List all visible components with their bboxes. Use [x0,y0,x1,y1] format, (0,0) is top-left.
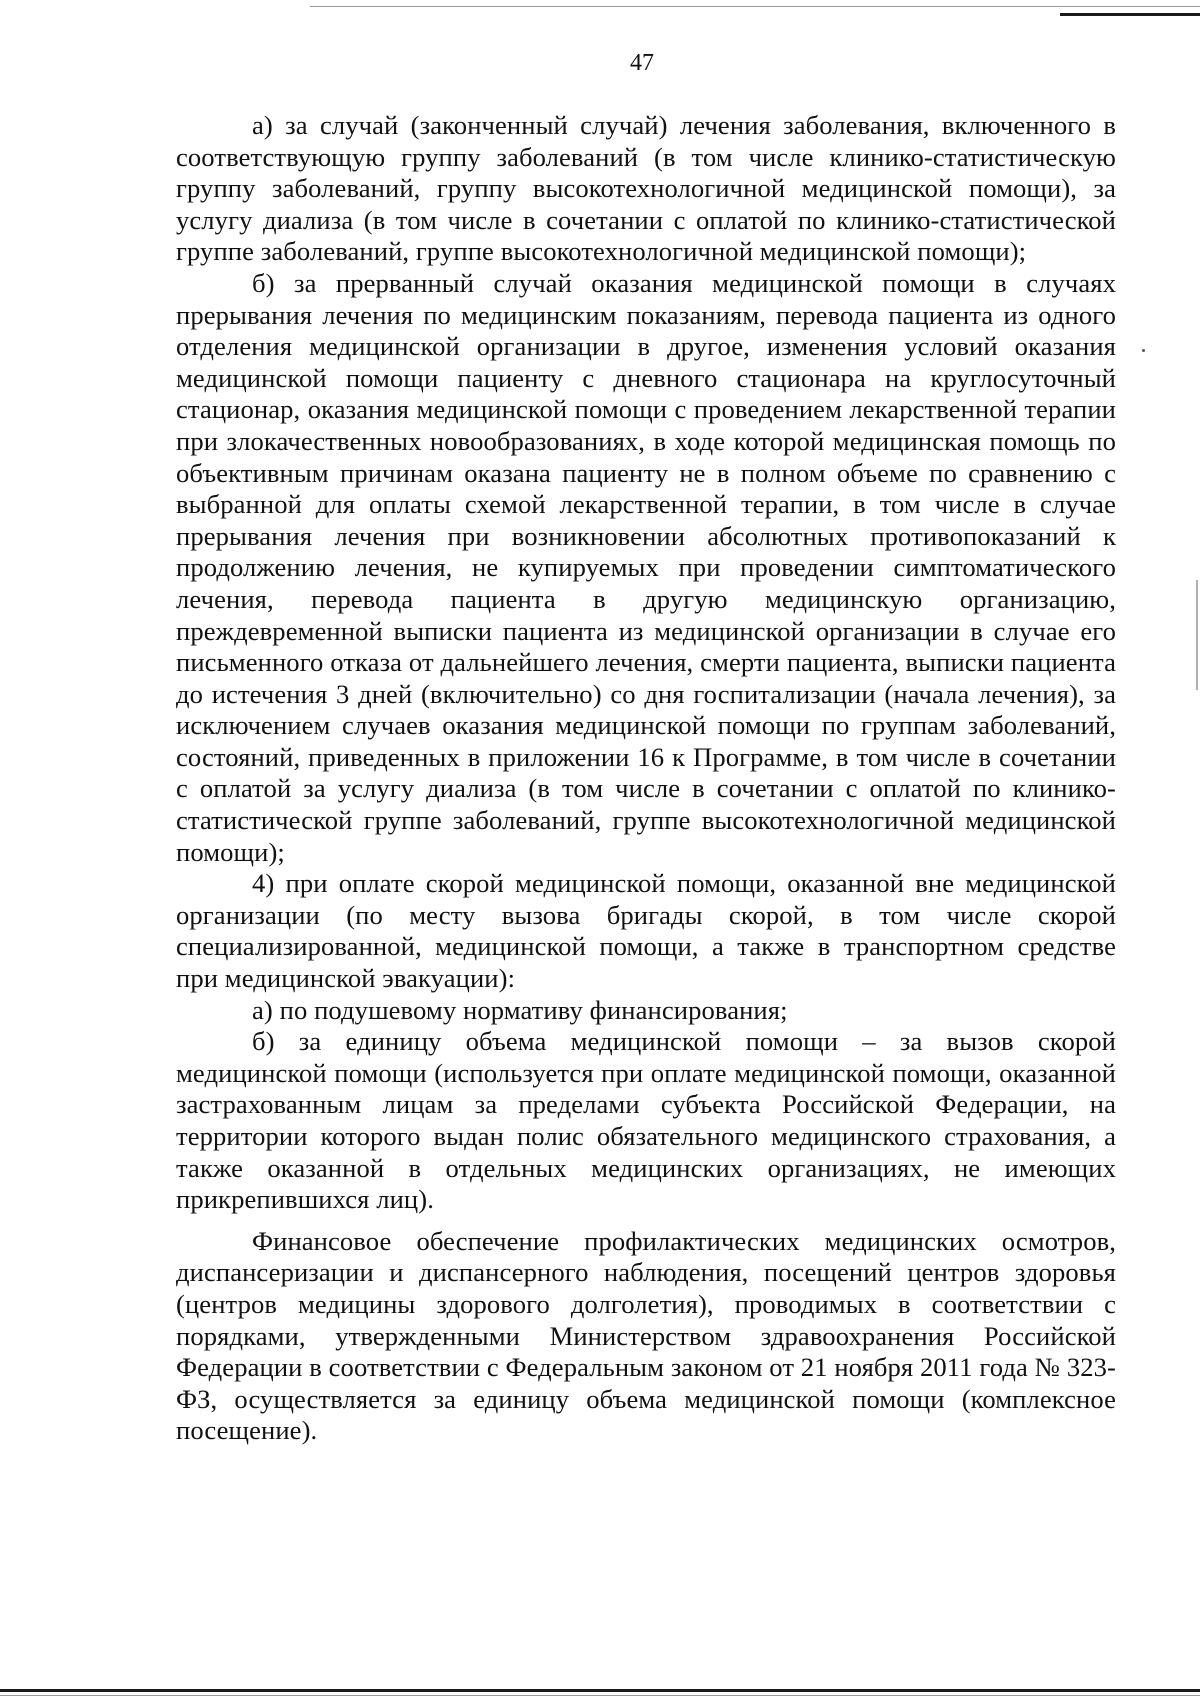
scan-right-edge-mark [1196,580,1198,690]
scan-top-edge-mark [1060,13,1200,16]
scan-top-border-line [310,6,1200,7]
paragraph-financing: Финансовое обеспечение профилактических медицинских осмотров, диспансеризации и диспансерного наблюдения, посещений центров здоровья (центров медицины здорового долголетия), проводимых в соответствии с порядками, утвержденными Министерством здравоохранения Российской Федерации в соответствии с Федеральным законом от 21 ноября 2011 года № 323-ФЗ, осуществляется за единицу объема медицинской помощи (комплексное посещение). [176,1225,1116,1446]
paragraph-b-per-unit: б) за единицу объема медицинской помощи – за вызов скорой медицинской помощи (используется при оплате медицинской помощи, оказанной застрахованным лицам за пределами субъекта Российской Федерации, на территории которого выдан полис обязательного медицинского страхования, а также оказанной в отдельных медицинских организациях, не имеющих прикрепившихся лиц). [176,1026,1116,1215]
paragraph-4-ambulance-payment: 4) при оплате скорой медицинской помощи, оказанной вне медицинской организации (по месту вызова бригады скорой, в том числе скорой специализированной, медицинской помощи, а также в транспортном средстве при медицинской эвакуации): [176,868,1116,994]
document-body [176,110,1116,1447]
paragraph-a-per-capita: а) по подушевому нормативу финансирования; [252,994,788,1025]
scan-speck [1142,349,1145,352]
paragraph-a-completed-case: а) за случай (законченный случай) лечения заболевания, включенного в соответствующую группу заболеваний (в том числе клинико-статистическую группу заболеваний, группу высокотехнологичной медицинской помощи), за услугу диализа (в том числе в сочетании с оплатой по клинико-статистической группе заболеваний, группе высокотехнологичной медицинской помощи); [176,110,1116,267]
paragraph-b-interrupted-case: б) за прерванный случай оказания медицинской помощи в случаях прерывания лечения по медицинским показаниям, перевода пациента из одного отделения медицинской организации в другое, изменения условий оказания медицинской помощи пациенту с дневного стационара на круглосуточный стационар, оказания медицинской помощи с проведением лекарственной терапии при злокачественных новообразованиях, в ходе которой медицинская помощь по объективным причинам оказана пациенту не в полном объеме по сравнению с выбранной для оплаты схемой лекарственной терапии, в том числе в случае прерывания лечения при возникновении абсолютных противопоказаний к продолжению лечения, не купируемых при проведении симптоматического лечения, перевода пациента в другую медицинскую организацию, преждевременной выписки пациента из медицинской организации в случае его письменного отказа от дальнейшего лечения, смерти пациента, выписки пациента до истечения 3 дней (включительно) со дня госпитализации (начала лечения), за исключением случаев оказания медицинской помощи по группам заболеваний, состояний, приведенных в приложении 16 к Программе, в том числе в сочетании с оплатой за услугу диализа (в том числе в сочетании с оплатой по клинико-статистической группе заболеваний, группе высокотехнологичной медицинской помощи); [176,267,1116,867]
scan-bottom-light-line [0,1695,1200,1696]
scan-bottom-edge-line [0,1689,1200,1692]
page-number: 47 [630,50,654,76]
